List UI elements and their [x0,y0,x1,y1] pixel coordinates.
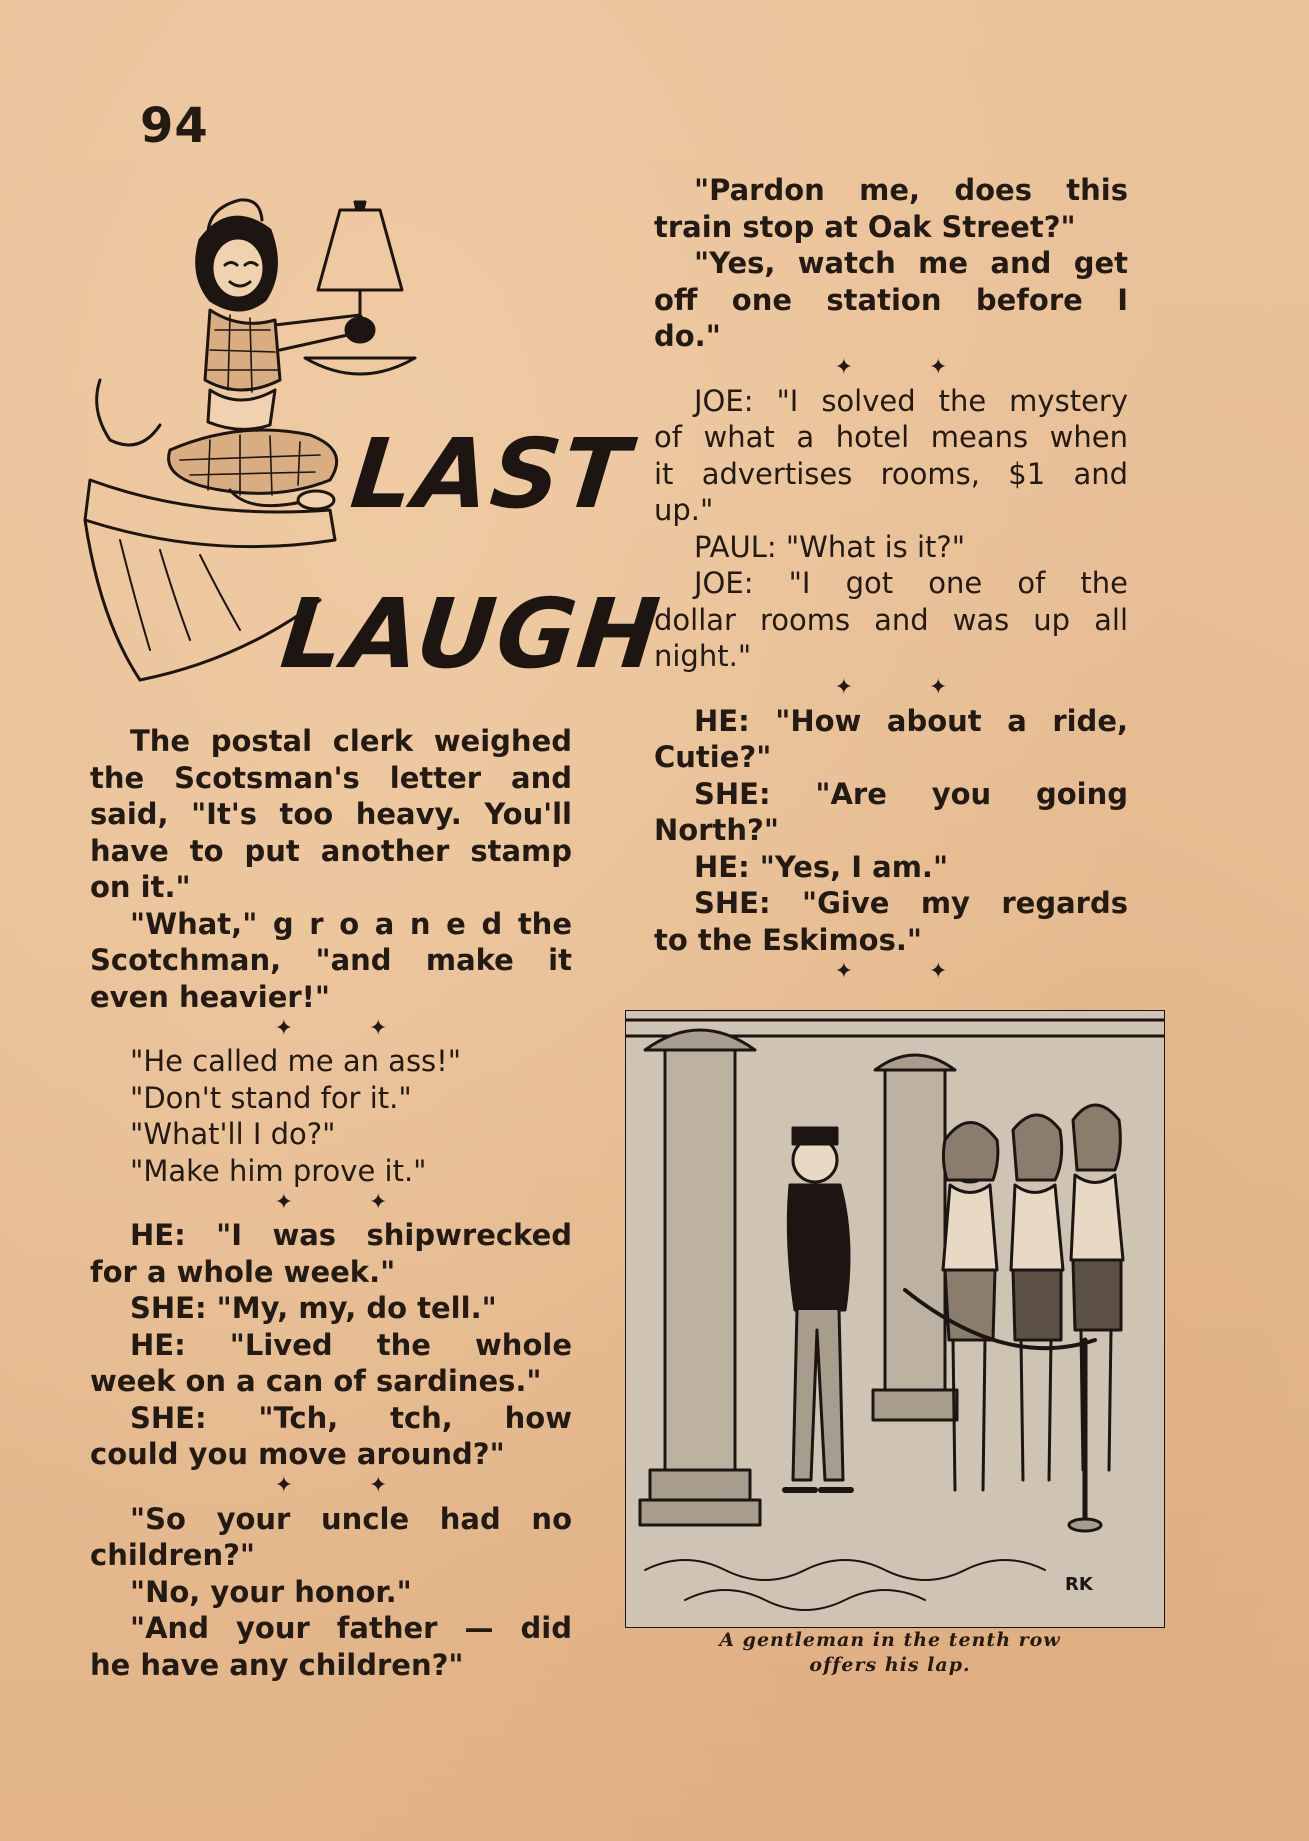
joke-line: of what a hotel means when [654,420,1128,454]
sparkle-icon: ✦ [274,1473,293,1499]
page-number: 94 [140,98,209,154]
cartoon-caption [640,1628,1140,1678]
joke-line: HE: "Yes, I am." [694,849,949,884]
joke-line: HE: "I was shipwrecked [130,1218,572,1252]
joke-line: "What'll I do?" [130,1117,336,1151]
joke-line: do." [654,319,721,353]
section-divider [654,675,1128,703]
joke-line: North?" [654,813,779,847]
joke-line: SHE: "Give my regards [694,886,1128,920]
joke-line: Cutie?" [654,740,772,774]
joke-line: "So your uncle had no [130,1501,572,1536]
caption-line-1: A gentleman in the tenth row [719,1629,1061,1651]
joke-line: "He called me an ass!" [130,1044,462,1078]
sparkle-icon: ✦ [274,1015,293,1041]
sparkle-icon: ✦ [929,355,948,381]
joke-line: could you move around?" [90,1437,505,1471]
joke-line: to the Eskimos." [654,922,922,957]
sparkle-icon: ✦ [834,958,853,984]
joke-line: night." [654,639,752,673]
section-divider [90,1473,572,1501]
joke-line: SHE: "My, my, do tell." [130,1291,497,1325]
joke-line: "Make him prove it." [130,1153,427,1188]
section-divider [90,1189,572,1217]
joke-line: have to put another stamp [90,833,572,868]
sparkle-icon: ✦ [274,1189,293,1215]
joke-line: "And your father — did [130,1611,572,1645]
joke-line: "No, your honor." [130,1574,412,1609]
joke-line: train stop at Oak Street?" [654,209,1076,244]
joke-line: off one station before I [654,282,1128,317]
cartoon-illustration [625,1010,1165,1628]
sparkle-icon: ✦ [929,958,948,984]
section-divider [654,355,1128,383]
joke-line: SHE: "Tch, tch, how [130,1400,572,1435]
right-column [654,172,1128,986]
joke-line: said, "It's too heavy. You'll [90,797,572,831]
joke-line: week on a can of sardines." [90,1364,542,1398]
joke-line: "Pardon me, does this [694,173,1128,207]
joke-line: on it." [90,870,191,904]
joke-line: dollar rooms and was up all [654,602,1128,637]
left-column [90,723,572,1683]
cartoon-signature: RK [1065,1574,1093,1595]
section-divider [654,958,1128,986]
sparkle-icon: ✦ [369,1015,388,1041]
joke-line: JOE: "I solved the mystery [694,383,1128,418]
section-divider [90,1015,572,1043]
joke-line: children?" [90,1538,256,1572]
joke-line: "Don't stand for it." [130,1080,412,1115]
sparkle-icon: ✦ [369,1189,388,1215]
joke-line: for a whole week." [90,1254,396,1289]
title-line-1: LAST [346,418,636,530]
caption-line-2: offers his lap. [809,1654,971,1676]
joke-line: HE: "How about a ride, [694,703,1128,738]
sparkle-icon: ✦ [929,675,948,701]
joke-line: "Yes, watch me and get [694,246,1128,280]
joke-line: "What," g r o a n e d the [130,906,572,941]
title-line-2: LAUGH [276,578,667,690]
joke-line: he have any children?" [90,1647,464,1682]
joke-line: the Scotsman's letter and [90,760,572,795]
sparkle-icon: ✦ [834,675,853,701]
joke-line: Scotchman, "and make it [90,943,572,977]
joke-line: The postal clerk weighed [130,724,572,758]
joke-line: SHE: "Are you going [694,776,1128,811]
sparkle-icon: ✦ [834,355,853,381]
joke-line: JOE: "I got one of the [694,566,1128,600]
joke-line: up." [654,493,714,527]
joke-line: PAUL: "What is it?" [694,529,966,564]
joke-line: even heavier!" [90,979,331,1014]
sparkle-icon: ✦ [369,1473,388,1499]
joke-line: it advertises rooms, $1 and [654,456,1128,491]
joke-line: HE: "Lived the whole [130,1327,572,1362]
